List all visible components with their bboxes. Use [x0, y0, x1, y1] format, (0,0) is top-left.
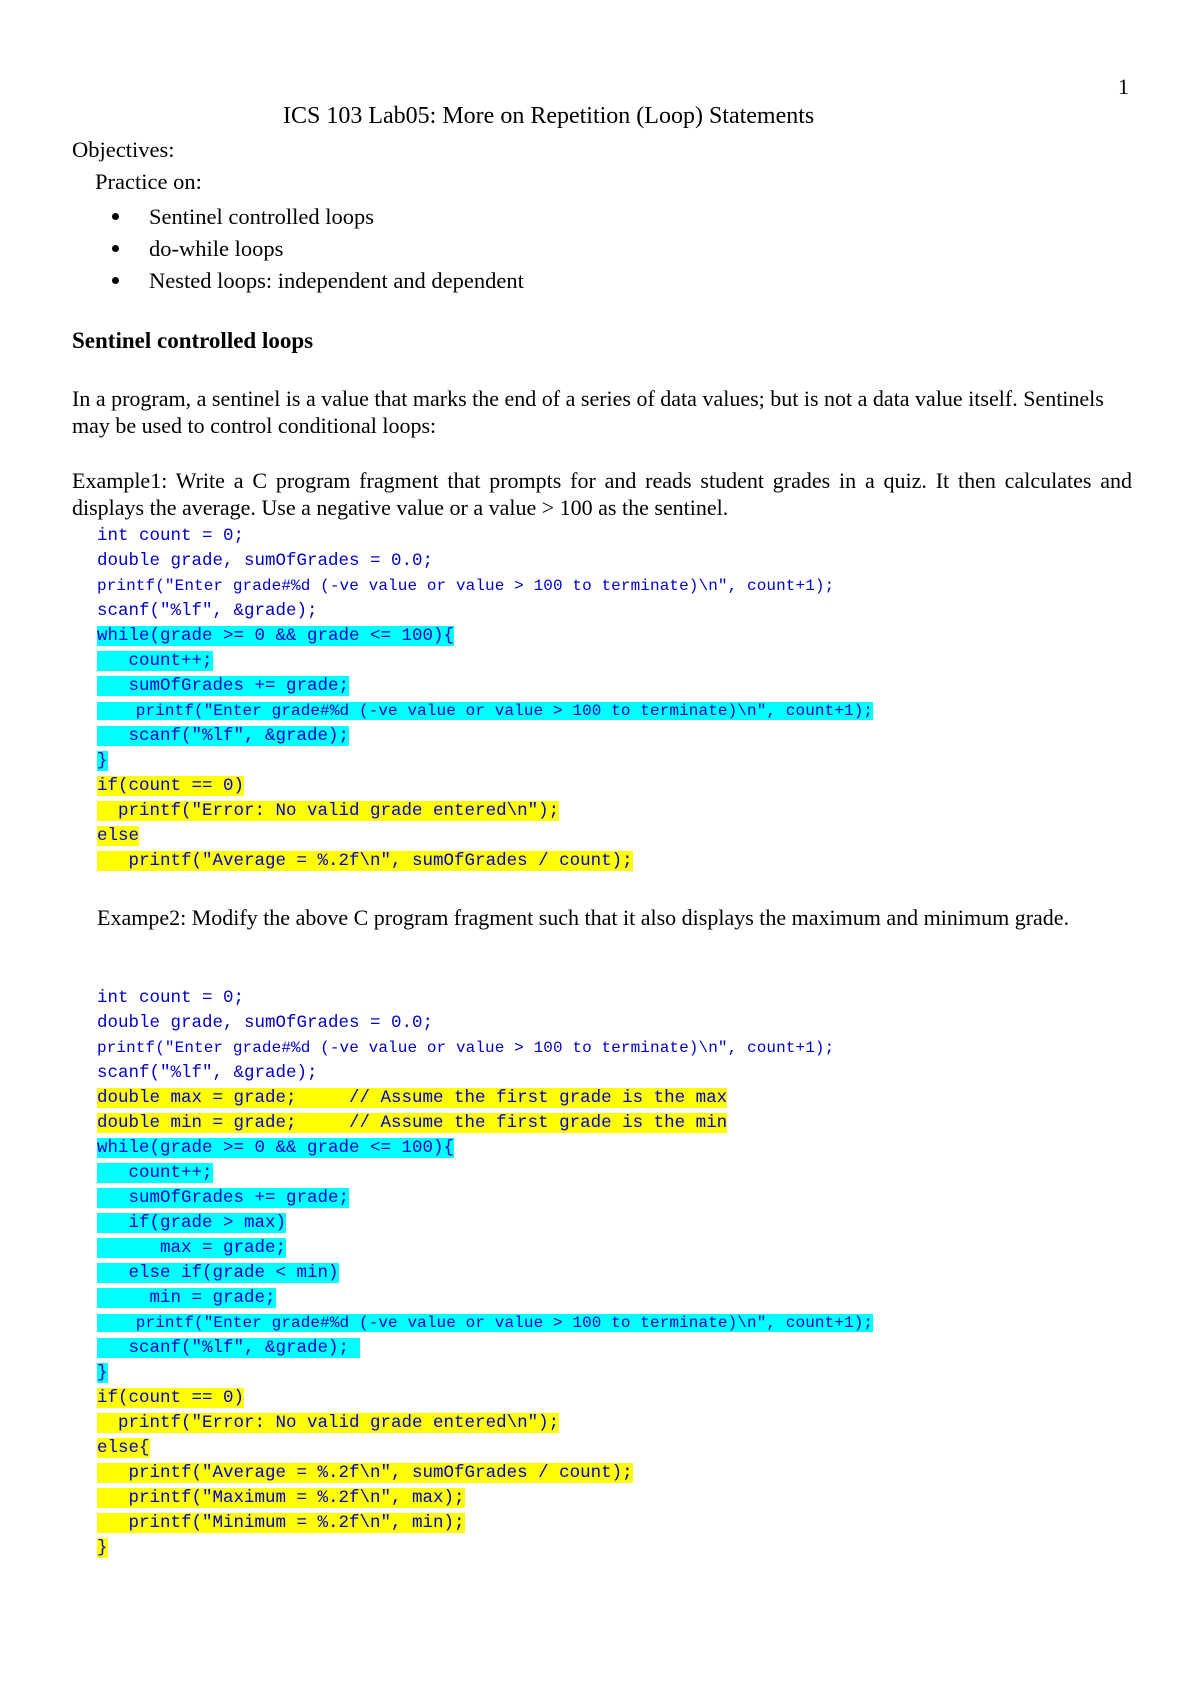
code-line: printf("Minimum = %.2f\n", min);: [97, 1513, 465, 1533]
code-line: int count = 0;: [97, 526, 245, 546]
code-line: min = grade;: [97, 1288, 276, 1308]
example2-paragraph: Exampe2: Modify the above C program fragment such that it also displays the maximum and minimum grade.: [97, 905, 1070, 930]
code-line: scanf("%lf", &grade);: [97, 1063, 318, 1083]
code-line: int count = 0;: [97, 988, 245, 1008]
bullet-icon: [112, 245, 119, 252]
code-line: sumOfGrades += grade;: [97, 1188, 350, 1208]
code-line: double grade, sumOfGrades = 0.0;: [97, 551, 434, 571]
code-line: printf("Enter grade#%d (-ve value or value > 100 to terminate)\n", count+1);: [97, 1039, 835, 1057]
section-heading: Sentinel controlled loops: [72, 328, 314, 353]
code-line: if(count == 0): [97, 1388, 245, 1408]
code-line: sumOfGrades += grade;: [97, 676, 350, 696]
code-line: printf("Error: No valid grade entered\n");: [97, 801, 560, 821]
code-line: scanf("%lf", &grade);: [97, 1338, 360, 1358]
code-line: }: [97, 1363, 108, 1383]
objectives-heading: Objectives:: [72, 137, 175, 162]
example1-code: [97, 524, 873, 874]
code-line: }: [97, 751, 108, 771]
code-line: printf("Error: No valid grade entered\n");: [97, 1413, 560, 1433]
code-line: double min = grade; // Assume the first grade is the min: [97, 1113, 728, 1133]
page-number: 1: [1118, 74, 1129, 99]
code-line: printf("Maximum = %.2f\n", max);: [97, 1488, 465, 1508]
practice-on-label: Practice on:: [95, 169, 202, 194]
objective-item: Nested loops: independent and dependent: [70, 264, 524, 296]
code-line: double max = grade; // Assume the first grade is the max: [97, 1088, 728, 1108]
code-line: }: [97, 1538, 108, 1558]
code-line: else{: [97, 1438, 150, 1458]
code-line: else if(grade < min): [97, 1263, 339, 1283]
code-line: count++;: [97, 1163, 213, 1183]
code-line: else: [97, 826, 140, 846]
code-line: scanf("%lf", &grade);: [97, 726, 350, 746]
bullet-icon: [112, 277, 119, 284]
code-line: count++;: [97, 651, 213, 671]
code-line: printf("Average = %.2f\n", sumOfGrades / count);: [97, 851, 633, 871]
code-line: double grade, sumOfGrades = 0.0;: [97, 1013, 434, 1033]
code-line: printf("Average = %.2f\n", sumOfGrades / count);: [97, 1463, 633, 1483]
code-line: printf("Enter grade#%d (-ve value or value > 100 to terminate)\n", count+1);: [97, 577, 835, 595]
objective-item: Sentinel controlled loops: [70, 200, 524, 232]
example1-paragraph: Example1: Write a C program fragment that prompts for and reads student grades in a quiz. It then calculates and displays the average. Use a negative value or a value > 100 as the sentinel.: [72, 468, 1132, 520]
code-line: max = grade;: [97, 1238, 287, 1258]
code-line: scanf("%lf", &grade);: [97, 601, 318, 621]
bullet-icon: [112, 213, 119, 220]
code-line: printf("Enter grade#%d (-ve value or value > 100 to terminate)\n", count+1);: [97, 702, 874, 720]
code-line: while(grade >= 0 && grade <= 100){: [97, 1138, 455, 1158]
code-line: if(grade > max): [97, 1213, 287, 1233]
code-line: printf("Enter grade#%d (-ve value or value > 100 to terminate)\n", count+1);: [97, 1314, 874, 1332]
code-line: while(grade >= 0 && grade <= 100){: [97, 626, 455, 646]
objective-item: do-while loops: [70, 232, 524, 264]
code-line: if(count == 0): [97, 776, 245, 796]
example2-code: [97, 986, 873, 1561]
intro-paragraph: In a program, a sentinel is a value that marks the end of a series of data values; but is not a data value itself. Sentinels may be used to control conditional loops:: [72, 386, 1104, 438]
page-title: ICS 103 Lab05: More on Repetition (Loop) Statements: [283, 103, 815, 129]
objectives-list: [70, 200, 524, 296]
